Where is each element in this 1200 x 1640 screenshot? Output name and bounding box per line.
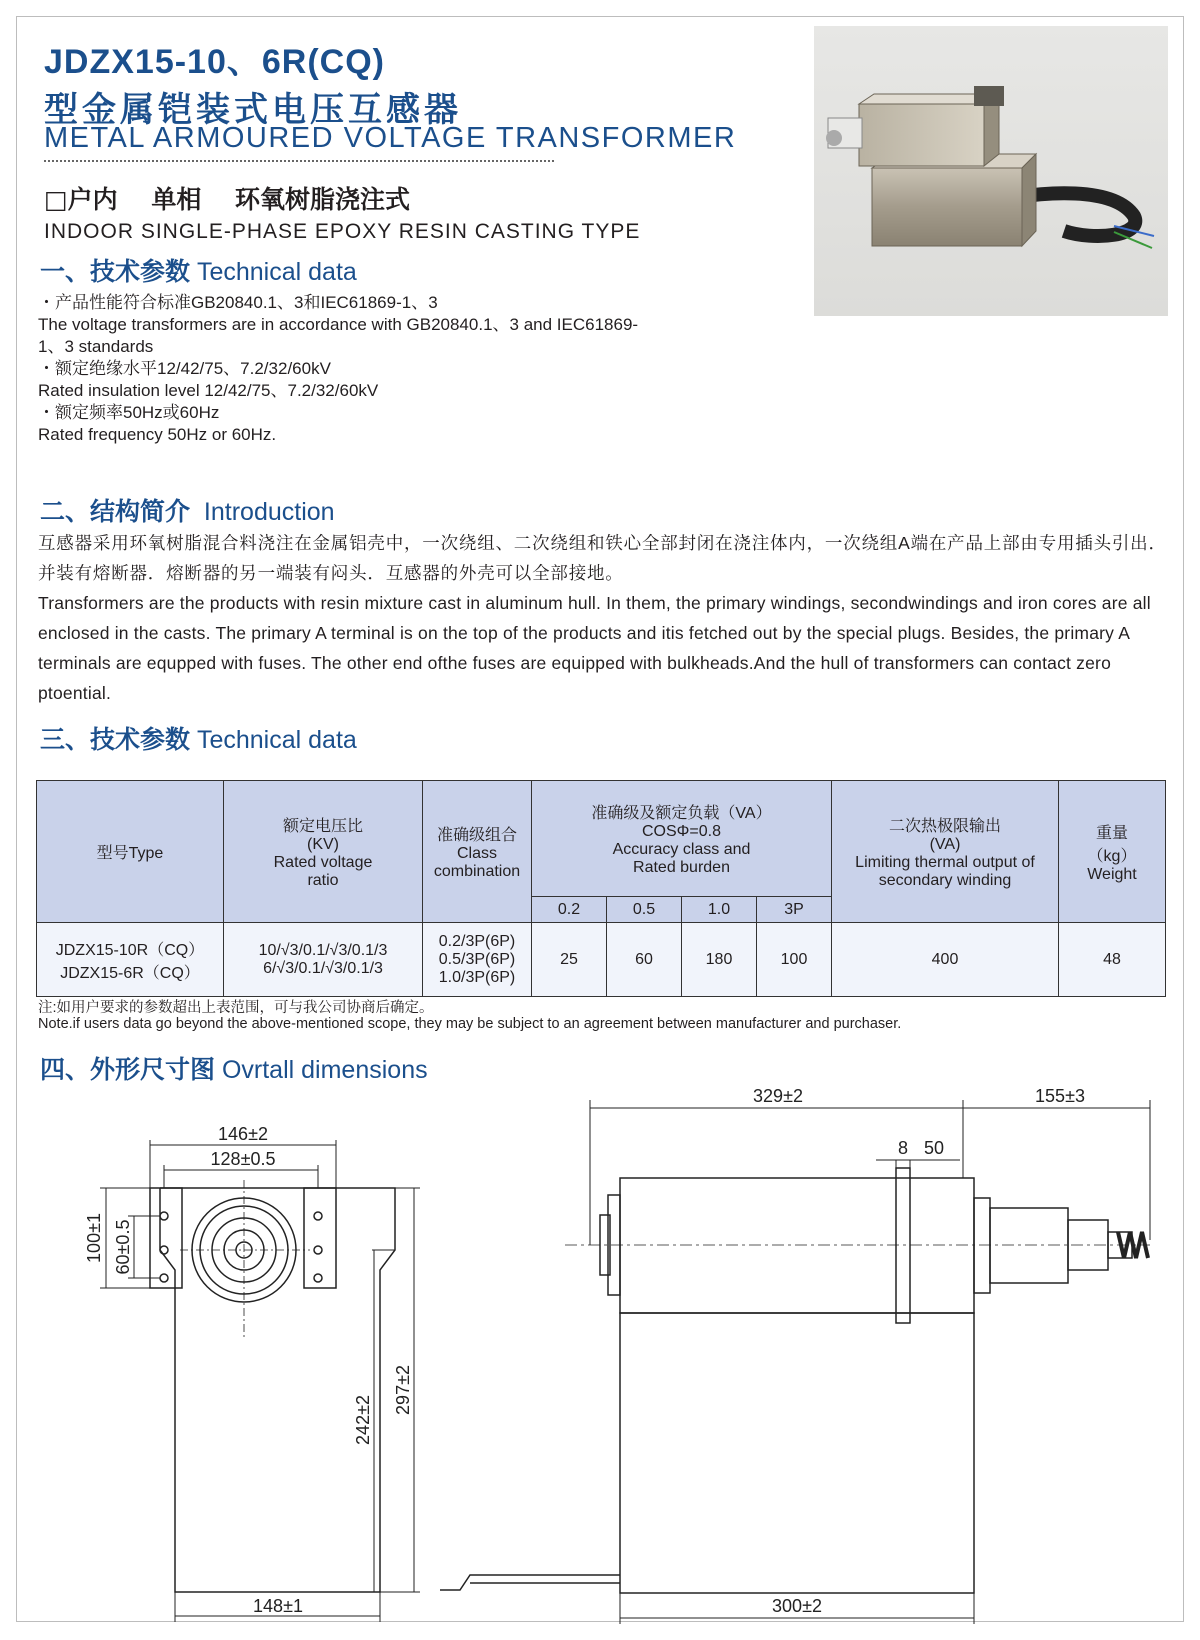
dim-100: 100±1: [84, 1213, 104, 1263]
cell-burden: 100: [757, 923, 832, 997]
burden-class: 0.2: [532, 897, 607, 923]
s1-line: 1、3 standards: [38, 337, 154, 356]
header-class: 准确级组合 Class combination: [423, 781, 532, 923]
dim-329: 329±2: [753, 1086, 803, 1106]
section1-heading: 一、技术参数 Technical data: [40, 257, 357, 286]
cell-burden: 180: [682, 923, 757, 997]
intro-en: Transformers are the products with resin mixture cast in aluminum hull. In them, the primary windings, secondwindings and iron cores are all enclosed in the casts. The primary A terminal is on the top of the products and itis fetched out by the special plugs. Besides, the primary A terminals are equpped with fuses. The other end ofthe fuses are equipped with bulkheads.And the hull of transformers can contact zero ptoential.: [38, 593, 1151, 703]
s1-line: ・产品性能符合标准GB20840.1、3和IEC61869-1、3: [38, 293, 438, 312]
dim-148: 148±1: [253, 1596, 303, 1616]
intro-cn: 互感器采用环氧树脂混合料浇注在金属铝壳中，一次绕组、二次绕组和铁心全部封闭在浇注体内，一次绕组A端在产品上部由专用插头引出．并装有熔断器．熔断器的另一端装有闷头．互感器的外壳可以全部接地。: [38, 533, 1167, 583]
s1-line: Rated insulation level 12/42/75、7.2/32/60kV: [38, 381, 379, 400]
dim-242: 242±2: [353, 1395, 373, 1445]
dim-8: 8: [897, 1138, 909, 1158]
dim-297: 297±2: [393, 1365, 413, 1415]
header-ratio: 额定电压比 (KV) Rated voltage ratio: [224, 781, 423, 923]
subtitle-en: INDOOR SINGLE-PHASE EPOXY RESIN CASTING TYPE: [44, 220, 641, 243]
dim-60: 60±0.5: [113, 1219, 133, 1275]
cell-burden: 60: [607, 923, 682, 997]
header-burden: 准确级及额定负载（VA） COSΦ=0.8 Accuracy class and Rated burden: [532, 781, 832, 897]
cell-type: JDZX15-10R（CQ） JDZX15-6R（CQ）: [37, 923, 224, 997]
cell-class: 0.2/3P(6P) 0.5/3P(6P) 1.0/3P(6P): [423, 923, 532, 997]
cell-ratio: 10/√3/0.1/√3/0.1/3 6/√3/0.1/√3/0.1/3: [224, 923, 423, 997]
section4-heading: 四、外形尺寸图 Ovrtall dimensions: [40, 1055, 428, 1084]
cell-burden: 25: [532, 923, 607, 997]
cell-thermal: 400: [832, 923, 1059, 997]
dim-50: 50: [923, 1138, 945, 1158]
burden-class: 3P: [757, 897, 832, 923]
note-cn: 注:如用户要求的参数超出上表范围，可与我公司协商后确定。: [38, 1000, 434, 1016]
header-type: 型号Type: [37, 781, 224, 923]
chinese-title: 型金属铠装式电压互感器: [44, 90, 462, 130]
section3-heading: 三、技术参数 Technical data: [40, 725, 357, 754]
burden-class: 0.5: [607, 897, 682, 923]
s1-line: ・额定绝缘水平12/42/75、7.2/32/60kV: [38, 359, 331, 378]
side-view: [440, 1100, 1150, 1624]
front-view: [100, 1140, 420, 1622]
dim-146: 146±2: [218, 1124, 268, 1144]
burden-class: 1.0: [682, 897, 757, 923]
dim-155: 155±3: [1035, 1086, 1085, 1106]
s1-line: Rated frequency 50Hz or 60Hz.: [38, 425, 277, 444]
cell-weight: 48: [1059, 923, 1166, 997]
section2-heading: 二、结构简介 Introduction: [40, 497, 335, 526]
s1-line: The voltage transformers are in accordance with GB20840.1、3 and IEC61869-: [38, 315, 639, 334]
english-title: METAL ARMOURED VOLTAGE TRANSFORMER: [44, 122, 737, 154]
s1-line: ・额定频率50Hz或60Hz: [38, 403, 220, 422]
header-weight: 重量 （kg） Weight: [1059, 781, 1166, 923]
dim-300: 300±2: [772, 1596, 822, 1616]
header-thermal: 二次热极限输出 (VA) Limiting thermal output of secondary winding: [832, 781, 1059, 923]
dim-128: 128±0.5: [210, 1149, 276, 1169]
model-title: JDZX15-10、6R(CQ): [44, 43, 385, 81]
side-view-labels: [753, 1086, 1085, 1616]
note-en: Note.if users data go beyond the above-mentioned scope, they may be subject to an agreement between manufacturer and purchaser.: [38, 1016, 902, 1032]
subtitle-cn: □户内 单相 环氧树脂浇注式: [44, 185, 411, 214]
